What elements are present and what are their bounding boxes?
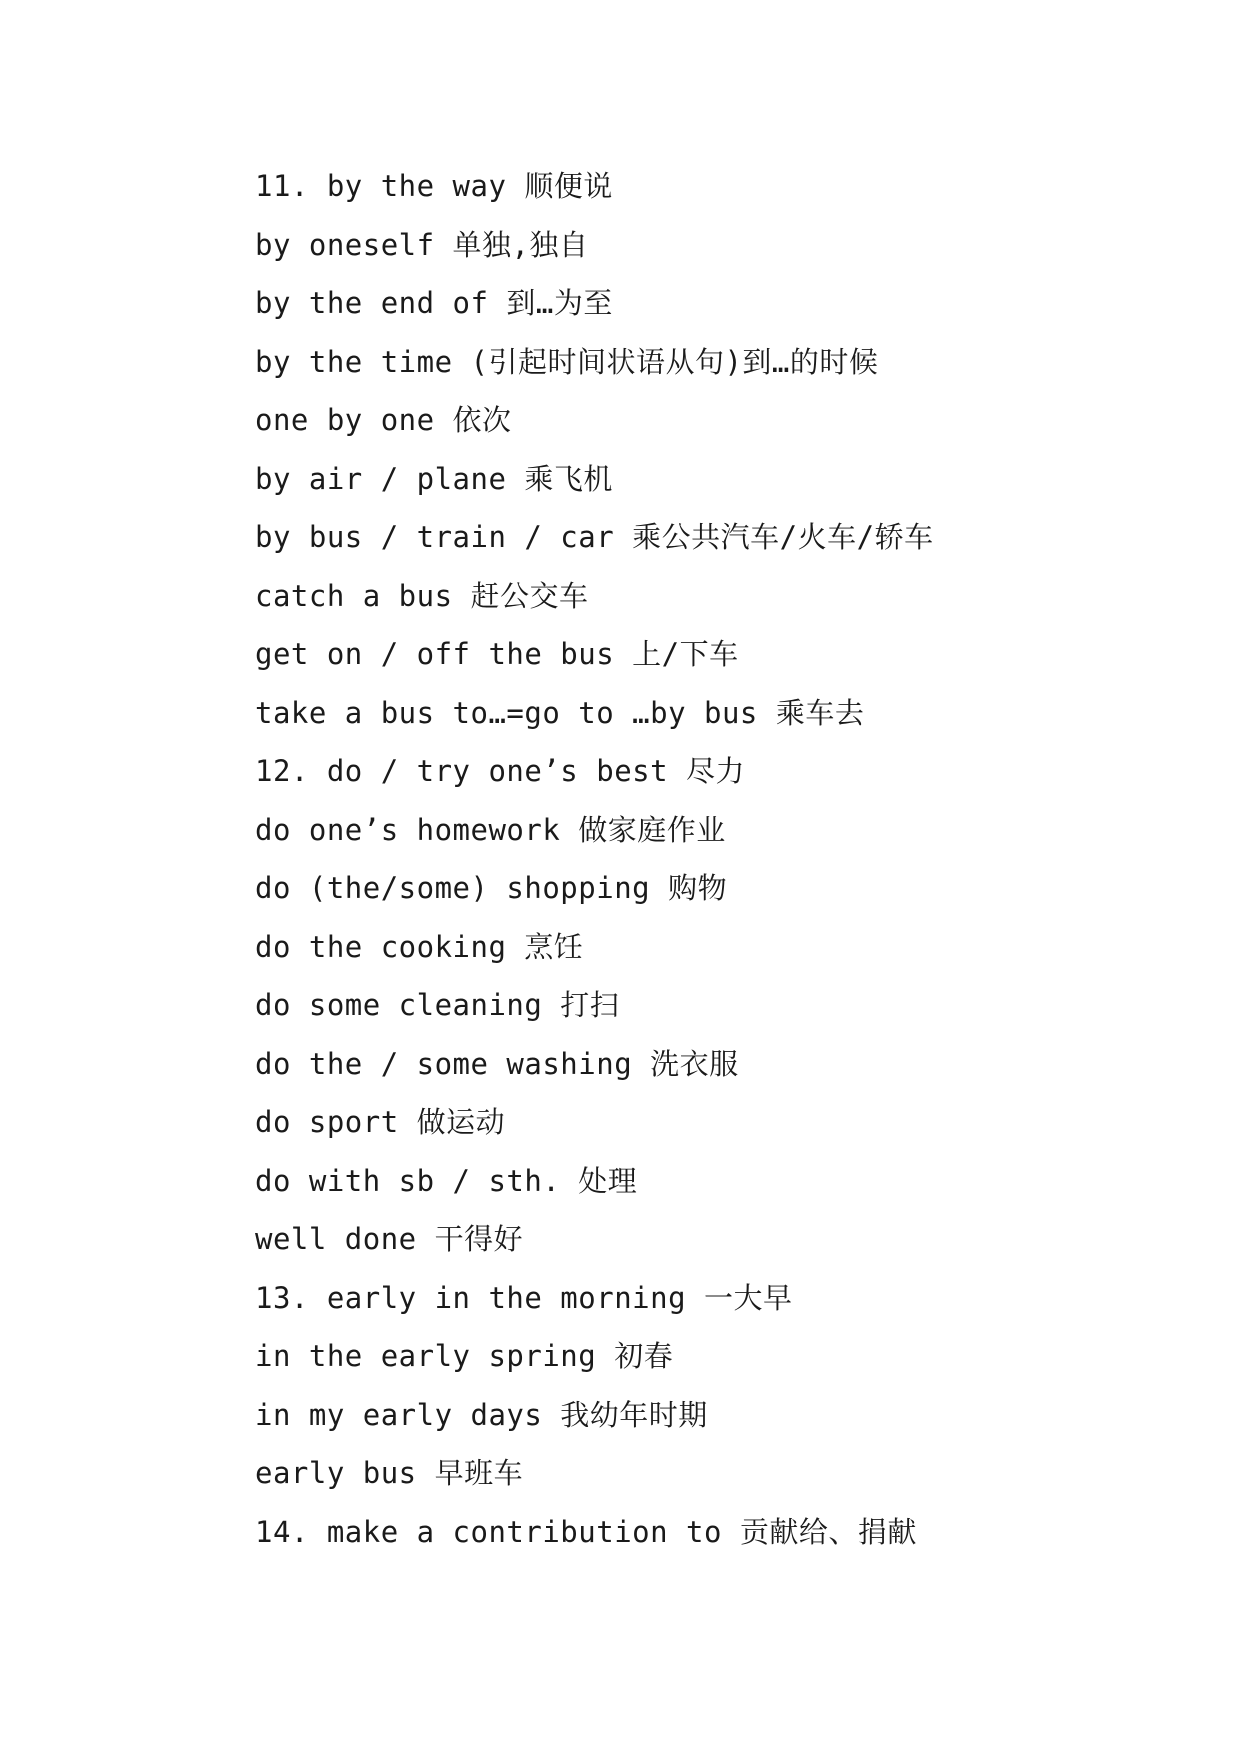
phrase-line: do with sb / sth. 处理 [255,1163,638,1198]
phrase-line: early bus 早班车 [255,1456,524,1490]
phrase-line: by oneself 单独,独自 [255,227,589,262]
phrase-line: do the / some washing 洗衣服 [255,1046,739,1081]
phrase-line: one by one 依次 [255,403,512,437]
phrase-line: by bus / train / car 乘公共汽车/火车/轿车 [255,520,934,554]
phrase-line: 13. early in the morning 一大早 [255,1280,793,1315]
phrase-line: 14. make a contribution to 贡献给、捐献 [255,1514,917,1549]
phrase-line: do sport 做运动 [255,1105,506,1139]
phrase-line: take a bus to…=go to …by bus 乘车去 [255,695,865,730]
phrase-line: by the end of 到…为至 [255,286,613,320]
phrase-list [255,157,1175,1561]
phrase-line: do the cooking 烹饪 [255,929,584,964]
phrase-line: 11. by the way 顺便说 [255,169,613,203]
phrase-line: by air / plane 乘飞机 [255,461,613,496]
phrase-line: get on / off the bus 上/下车 [255,637,739,671]
phrase-line: in my early days 我幼年时期 [255,1397,708,1432]
phrase-line: do some cleaning 打扫 [255,988,620,1022]
phrase-line: catch a bus 赶公交车 [255,578,589,613]
phrase-line: well done 干得好 [255,1222,524,1256]
phrase-line: do (the/some) shopping 购物 [255,871,728,905]
phrase-line: do one’s homework 做家庭作业 [255,812,726,847]
phrase-line: in the early spring 初春 [255,1339,674,1373]
phrase-line: 12. do / try one’s best 尽力 [255,754,746,788]
phrase-line: by the time (引起时间状语从句)到…的时候 [255,344,879,379]
